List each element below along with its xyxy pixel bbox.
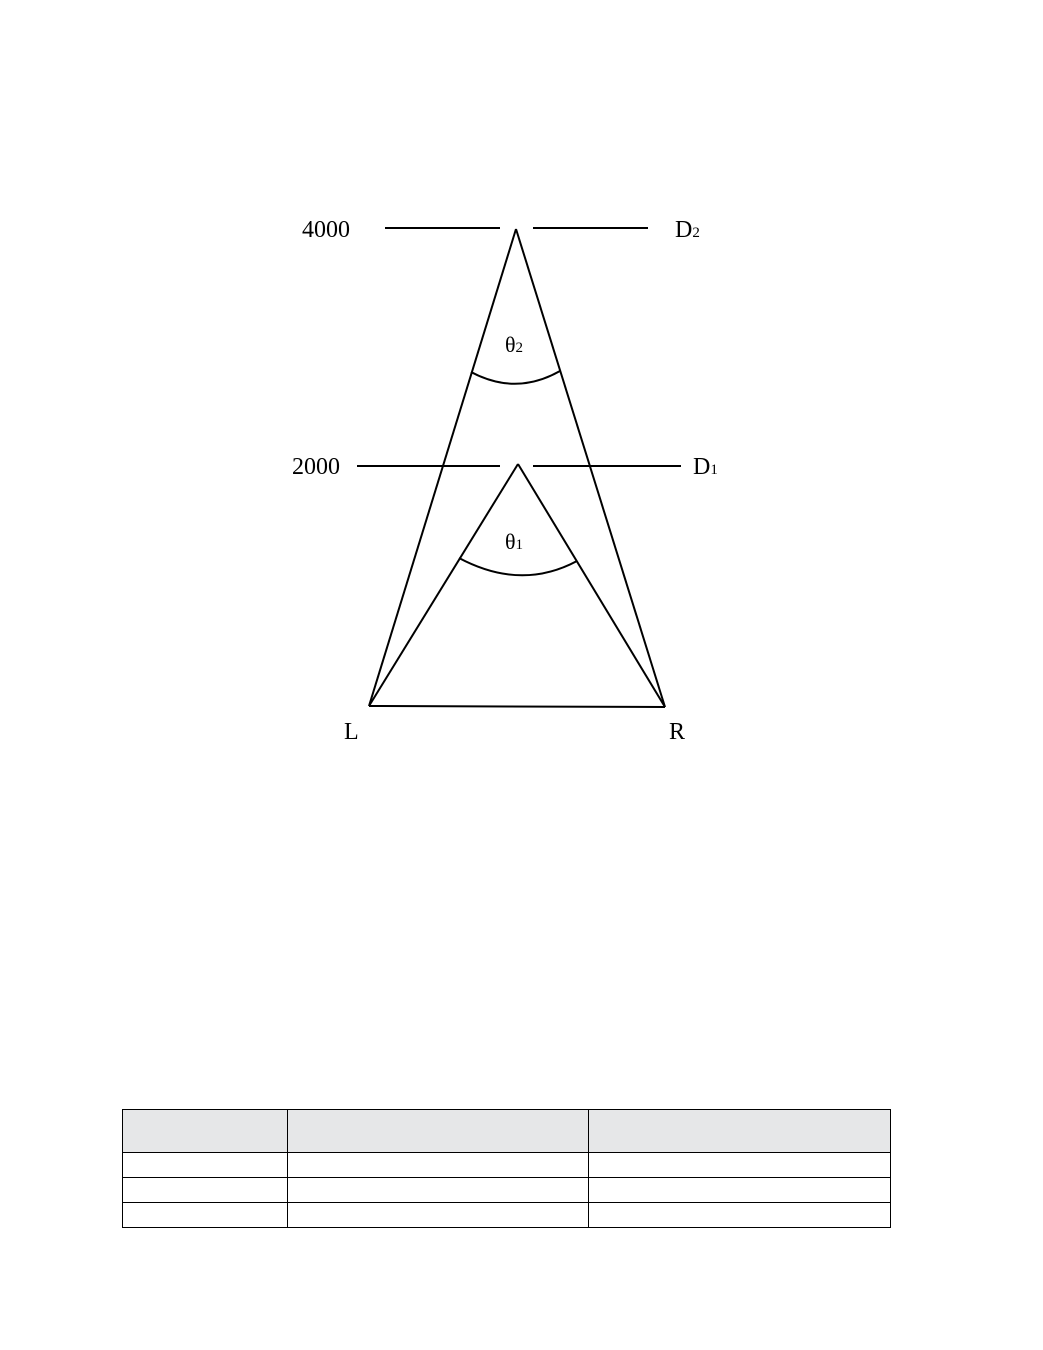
near-triangle-right-side bbox=[515, 464, 665, 707]
table-cell[interactable] bbox=[589, 1203, 891, 1228]
data-table bbox=[122, 1109, 891, 1228]
table-row bbox=[123, 1203, 891, 1228]
table-cell[interactable] bbox=[288, 1203, 589, 1228]
label-4000: 4000 bbox=[302, 217, 350, 243]
label-r: R bbox=[669, 719, 686, 745]
table-cell[interactable] bbox=[123, 1153, 288, 1178]
table-cell[interactable] bbox=[288, 1153, 589, 1178]
label-d2-main: D bbox=[675, 217, 693, 243]
label-d2-sub: 2 bbox=[692, 225, 700, 241]
table-header-cell bbox=[288, 1110, 589, 1153]
table-header-row bbox=[123, 1110, 891, 1153]
label-theta2-sub: 2 bbox=[515, 340, 524, 356]
table-header-cell bbox=[589, 1110, 891, 1153]
label-theta2 bbox=[505, 332, 523, 357]
far-triangle-left-side bbox=[369, 229, 516, 706]
label-theta1-main: θ bbox=[505, 529, 516, 554]
table-cell[interactable] bbox=[589, 1153, 891, 1178]
table-cell[interactable] bbox=[123, 1203, 288, 1228]
label-d1 bbox=[693, 454, 718, 480]
label-d2 bbox=[675, 217, 700, 243]
table-cell[interactable] bbox=[589, 1178, 891, 1203]
far-triangle-right-side bbox=[516, 229, 665, 707]
label-theta1 bbox=[505, 529, 523, 554]
theta1-arc bbox=[459, 558, 577, 575]
theta2-arc bbox=[471, 371, 560, 384]
label-l: L bbox=[344, 719, 359, 745]
label-d1-main: D bbox=[693, 454, 711, 480]
table-row bbox=[123, 1153, 891, 1178]
label-d1-sub: 1 bbox=[710, 462, 718, 478]
label-theta2-main: θ bbox=[505, 332, 516, 357]
table-header-cell bbox=[123, 1110, 288, 1153]
baseline bbox=[369, 706, 665, 707]
label-theta1-sub: 1 bbox=[515, 537, 524, 553]
table-cell[interactable] bbox=[123, 1178, 288, 1203]
label-2000: 2000 bbox=[292, 454, 340, 480]
table-row bbox=[123, 1178, 891, 1203]
table-cell[interactable] bbox=[288, 1178, 589, 1203]
near-triangle-left-side bbox=[369, 464, 518, 706]
